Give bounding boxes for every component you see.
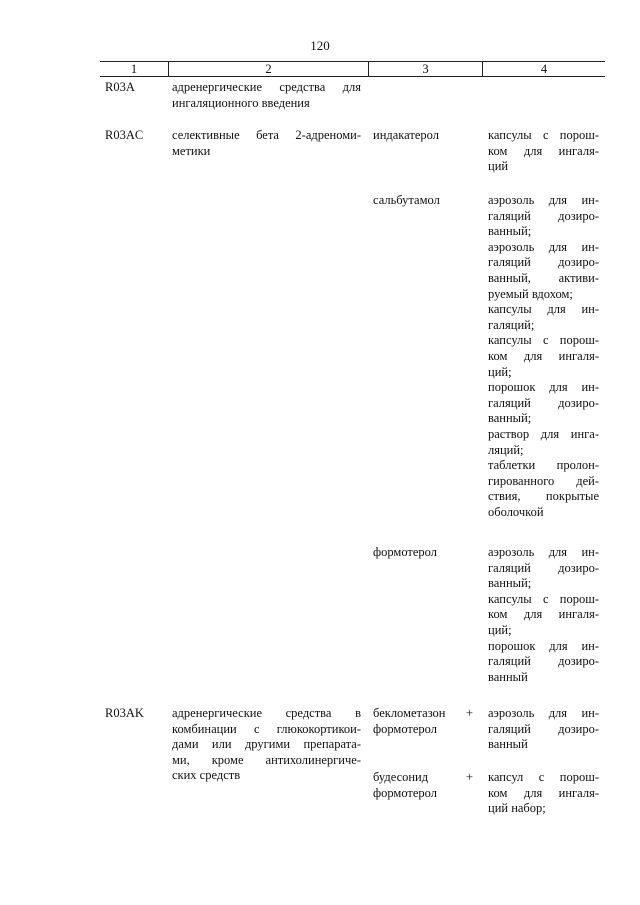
form-line: галяций дозиро- [488, 395, 599, 410]
group-description [172, 80, 361, 111]
drug-name-line: формотерол [373, 545, 437, 559]
form-line: ванный; [488, 411, 532, 426]
form-line: капсулы с порош- [488, 333, 599, 348]
column-header-3: 3 [422, 62, 429, 76]
form-line: раствор для инга- [488, 426, 599, 441]
group-description [172, 706, 361, 784]
form-line: гированного дей- [488, 473, 599, 488]
form-line: ком для ингаля- [488, 785, 599, 800]
description-line: адренергические средства для [172, 80, 361, 94]
form-line: аэрозоль для ин- [488, 193, 599, 207]
dosage-forms [488, 770, 599, 817]
description-line: ских средств [172, 768, 241, 783]
form-line: аэрозоль для ин- [488, 239, 599, 254]
drug-name-line: формотерол [373, 721, 437, 736]
form-line: аэрозоль для ин- [488, 706, 599, 720]
atc-code: R03A [105, 80, 135, 94]
form-line: капсул с порош- [488, 770, 599, 784]
form-line: порошок для ин- [488, 380, 599, 395]
drug-name-line: беклометазон [373, 706, 446, 720]
form-line: ванный [488, 737, 528, 752]
form-line: ванный; [488, 224, 532, 239]
form-line: ванный; [488, 576, 532, 591]
form-line: ляций; [488, 442, 524, 457]
atc-code: R03AC [105, 128, 144, 142]
form-line: оболочкой [488, 504, 544, 519]
description-line: ми, кроме антихолинергиче- [172, 752, 361, 767]
form-line: ций [488, 159, 509, 174]
plus-sign: + [466, 706, 474, 720]
form-line: галяций дозиро- [488, 255, 599, 270]
form-line: порошок для ин- [488, 638, 599, 653]
drug-name [373, 128, 481, 144]
group-description [172, 128, 361, 159]
column-header-1: 1 [130, 62, 138, 76]
form-line: галяций; [488, 317, 535, 332]
form-line: руемый вдохом; [488, 286, 573, 301]
drug-name-line: будесонид [373, 770, 429, 784]
atc-code: R03AK [105, 706, 144, 720]
form-line: галяций дозиро- [488, 721, 599, 736]
form-line: капсулы с порош- [488, 128, 599, 142]
form-line: ком для ингаля- [488, 348, 599, 363]
page-number: 120 [310, 38, 330, 53]
drug-name-line: сальбутамол [373, 193, 440, 207]
description-line: дами или другими препарата- [172, 737, 361, 752]
form-line: ванный, активи- [488, 270, 599, 285]
drug-name-line: индакатерол [373, 128, 439, 142]
description-line: адренергические средства в [172, 706, 361, 720]
dosage-forms [488, 193, 599, 520]
dosage-forms [488, 545, 599, 685]
description-line: метики [172, 143, 211, 158]
form-line: таблетки пролон- [488, 458, 599, 473]
table-header-row [100, 61, 605, 77]
drug-name [373, 545, 481, 561]
drug-name [373, 193, 481, 209]
form-line: галяций дозиро- [488, 560, 599, 575]
plus-sign: + [466, 770, 474, 784]
drug-name-line: формотерол [373, 785, 437, 800]
form-line: ций; [488, 364, 512, 379]
drug-name [373, 770, 481, 801]
form-line: ком для ингаля- [488, 143, 599, 158]
description-line: ингаляционного введения [172, 95, 310, 110]
form-line: галяций дозиро- [488, 208, 599, 223]
form-line: аэрозоль для ин- [488, 545, 599, 559]
description-line: комбинации с глюкокортикои- [172, 721, 361, 736]
form-line: капсулы для ин- [488, 302, 599, 317]
form-line: ком для ингаля- [488, 607, 599, 622]
form-line: ций набор; [488, 801, 546, 816]
form-line: галяций дозиро- [488, 654, 599, 669]
dosage-forms [488, 128, 599, 175]
dosage-forms [488, 706, 599, 753]
column-header-2: 2 [265, 62, 272, 76]
form-line: капсулы с порош- [488, 591, 599, 606]
column-header-4: 4 [540, 62, 548, 76]
drug-name [373, 706, 481, 737]
form-line: ствия, покрытые [488, 489, 599, 504]
description-line: селективные бета 2-адреноми- [172, 128, 361, 142]
form-line: ванный [488, 669, 528, 684]
form-line: ций; [488, 622, 512, 637]
